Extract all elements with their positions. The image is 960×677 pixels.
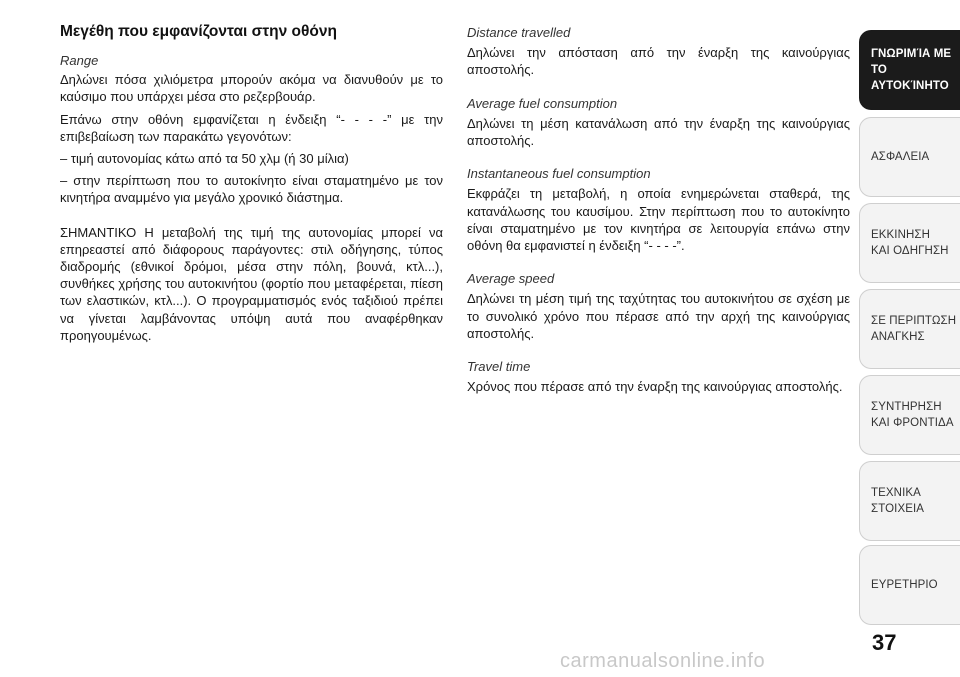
tab-maintenance[interactable] [859, 375, 960, 455]
chapter-tabs [859, 0, 960, 677]
tab-getting-to-know[interactable] [859, 30, 960, 110]
avg-fuel-text: Δηλώνει τη μέση κατανάλωση από την έναρξη της καινούργιας αποστολής. [467, 115, 850, 149]
tab-emergency[interactable] [859, 289, 960, 369]
inst-fuel-text: Εκφράζει τη μεταβολή, η οποία ενημερώνεται σταθερά, της κατανάλωσης του καυσίμου. Στην περίπτωση που το αυτοκίνητο είναι σταματημένο με τον κινητήρα σε λειτουργία επάνω στην οθόνη θα εμφανιστεί η ένδειξη “- - - -”. [467, 186, 850, 254]
distance-heading: Distance travelled [467, 25, 571, 40]
tab-label: ΓΝΩΡΙΜΊΑ ΜΕ ΤΟ ΑΥΤΟΚΊΝΗΤΟ [871, 48, 952, 92]
page-number: 37 [872, 630, 897, 655]
left-column [60, 22, 443, 349]
tab-label: ΕΥΡΕΤΗΡΙΟ [871, 579, 938, 591]
tab-label: ΣΕ ΠΕΡΙΠΤΩΣΗ ΑΝΑΓΚΗΣ [871, 315, 957, 343]
tab-safety[interactable] [859, 117, 960, 197]
tab-label: ΕΚΚΙΝΗΣΗ ΚΑΙ ΟΔΗΓΗΣΗ [871, 229, 949, 257]
range-indicator-note: Επάνω στην οθόνη εμφανίζεται η ένδειξη “- - - -” με την επιβεβαίωση των παρακάτω γεγονότων: [60, 111, 443, 144]
section-title: Μεγέθη που εμφανίζονται στην οθόνη [60, 23, 337, 40]
tab-technical-data[interactable] [859, 461, 960, 541]
tab-label: ΤΕΧΝΙΚΑ ΣΤΟΙΧΕΙΑ [871, 487, 925, 515]
range-condition-2: – στην περίπτωση που το αυτοκίνητο είναι σταματημένο με τον κινητήρα αναμμένο για μεγάλο χρονικό διάστημα. [60, 173, 443, 206]
range-description: Δηλώνει πόσα χιλιόμετρα μπορούν ακόμα να διανυθούν με το καύσιμο που υπάρχει μέσα στο ρεζερβουάρ. [60, 72, 443, 105]
distance-text: Δηλώνει την απόσταση από την έναρξη της καινούργιας αποστολής. [467, 45, 850, 78]
watermark: carmanualsonline.info [560, 650, 766, 672]
avg-speed-text: Δηλώνει τη μέση τιμή της ταχύτητας του αυτοκινήτου σε σχέση με το συνολικό χρόνο που πέρασε από την αρχή της καινούργιας αποστολής. [467, 291, 850, 341]
tab-label: ΣΥΝΤΗΡΗΣΗ ΚΑΙ ΦΡΟΝΤΙΔΑ [871, 401, 954, 429]
travel-time-text: Χρόνος που πέρασε από την έναρξη της καινούργιας αποστολής. [467, 379, 843, 395]
important-note: ΣΗΜΑΝΤΙΚΟ Η μεταβολή της τιμή της αυτονομίας μπορεί να επηρεαστεί από διάφορους παράγοντες: στιλ οδήγησης, τύπος διαδρομής (εθνικοί δρόμοι, μέσα στην πόλη, βουνά, κτλ...), συνθήκες χρήσης του αυτοκινήτου (φορτίο που μεταφέρεται, πίεση των ελαστικών, κτλ...). Ο προγραμματισμός ενός ταξιδιού πρέπει να γίνεται λαμβάνοντας υπόψη αυτά που αναφέρθηκαν προηγουμένως. [60, 224, 443, 343]
right-column [467, 24, 850, 400]
inst-fuel-heading: Instantaneous fuel consumption [467, 166, 651, 182]
tab-starting-driving[interactable] [859, 203, 960, 283]
avg-speed-heading: Average speed [467, 271, 555, 287]
avg-fuel-heading: Average fuel consumption [467, 95, 618, 111]
range-heading: Range [60, 53, 99, 68]
tab-index[interactable] [859, 545, 960, 625]
range-condition-1: – τιμή αυτονομίας κάτω από τα 50 χλμ (ή 30 μίλια) [60, 151, 349, 167]
travel-time-heading: Travel time [467, 359, 531, 375]
tab-label: ΑΣΦΑΛΕΙΑ [871, 151, 930, 163]
